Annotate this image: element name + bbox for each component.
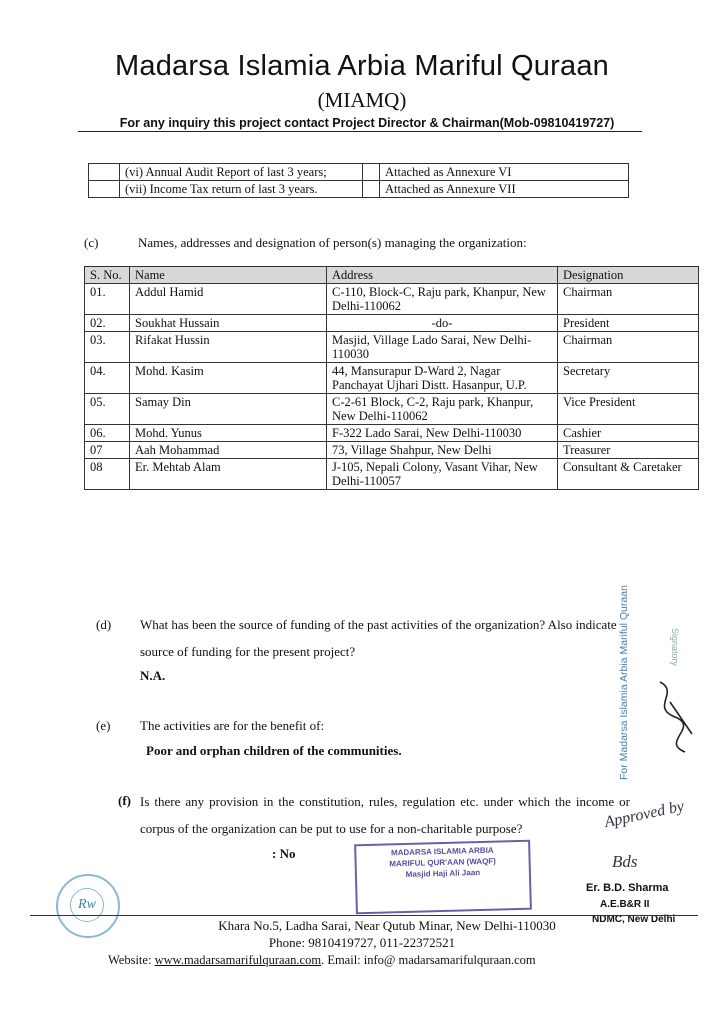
cell-name: Mohd. Yunus (130, 425, 327, 442)
side-org-text: For Madarsa Islamia Arbia Mariful Quraan (618, 585, 630, 780)
cell-sno: 02. (85, 315, 130, 332)
cell-name: Er. Mehtab Alam (130, 459, 327, 490)
section-f-text: Is there any provision in the constitution, rules, regulation etc. under which the income or corpus of the organization can be put to use for a non-charitable purpose? (140, 794, 630, 836)
column-header: Designation (558, 267, 699, 284)
table-row (85, 459, 699, 490)
persons-table (84, 266, 699, 490)
cell-designation: Chairman (558, 332, 699, 363)
page-title: Madarsa Islamia Arbia Mariful Quraan (115, 50, 609, 82)
section-f-answer: : No (272, 846, 296, 861)
cell-name: Rifakat Hussin (130, 332, 327, 363)
table-row (89, 164, 629, 181)
footer-address: Khara No.5, Ladha Sarai, Near Qutub Minar, New Delhi-110030 (218, 918, 556, 933)
section-e-label: (e) (96, 718, 111, 733)
section-c-label: (c) (84, 235, 99, 250)
cell-address: F-322 Lado Sarai, New Delhi-110030 (327, 425, 558, 442)
cell-designation: Chairman (558, 284, 699, 315)
table-cell (363, 164, 380, 181)
cell-address: 73, Village Shahpur, New Delhi (327, 442, 558, 459)
cell-designation: Consultant & Caretaker (558, 459, 699, 490)
table-cell (363, 181, 380, 198)
cell-name: Aah Mohammad (130, 442, 327, 459)
approved-by-signature: Approved by (603, 797, 686, 832)
cell-address: -do- (327, 315, 558, 332)
stamp-line: MARIFUL QUR'AAN (WAQF) (389, 856, 497, 869)
table-row (85, 394, 699, 425)
initials-signature: Bds (612, 852, 638, 871)
side-signatory-text: Signatory (670, 628, 680, 667)
table-cell (89, 181, 120, 198)
column-header: Name (130, 267, 327, 284)
footer-phone: Phone: 9810419727, 011-22372521 (268, 935, 456, 950)
table-row (89, 181, 629, 198)
annexure-status: Attached as Annexure VII (380, 181, 629, 198)
cell-designation: President (558, 315, 699, 332)
table-cell (89, 164, 120, 181)
annexure-item: (vii) Income Tax return of last 3 years. (120, 181, 363, 198)
table-row (85, 442, 699, 459)
stamp-line: MADARSA ISLAMIA ARBIA (390, 845, 494, 858)
table-header-row (85, 267, 699, 284)
cell-name: Addul Hamid (130, 284, 327, 315)
handwritten-signature (640, 672, 700, 762)
cell-address: C-2-61 Block, C-2, Raju park, Khanpur, New Delhi-110062 (327, 394, 558, 425)
org-abbreviation: (MIAMQ) (317, 88, 407, 112)
footer-web (108, 953, 536, 968)
annexure-status: Attached as Annexure VI (380, 164, 629, 181)
engineer-organization: NDMC, New Delhi (592, 914, 676, 925)
section-e-answer: Poor and orphan children of the communities. (146, 743, 402, 758)
engineer-qualification: A.E.B&R II (600, 899, 650, 910)
cell-designation: Secretary (558, 363, 699, 394)
cell-designation: Vice President (558, 394, 699, 425)
cell-address: 44, Mansurapur D-Ward 2, Nagar Panchayat Ujhari Distt. Hasanpur, U.P. (327, 363, 558, 394)
cell-designation: Treasurer (558, 442, 699, 459)
section-d-label: (d) (96, 617, 112, 632)
engineer-name: Er. B.D. Sharma (586, 882, 669, 894)
stamp-line: Masjid Haji Ali Jaan (405, 868, 481, 879)
cell-address: Masjid, Village Lado Sarai, New Delhi-110030 (327, 332, 558, 363)
header-divider (78, 131, 642, 132)
cell-sno: 07 (85, 442, 130, 459)
table-row (85, 315, 699, 332)
section-d-answer: N.A. (140, 668, 166, 683)
cell-sno: 08 (85, 459, 130, 490)
organization-stamp (354, 840, 532, 915)
seal-initials: Rw (70, 888, 104, 922)
cell-address: C-110, Block-C, Raju park, Khanpur, New Delhi-110062 (327, 284, 558, 315)
annexure-item: (vi) Annual Audit Report of last 3 years; (120, 164, 363, 181)
cell-sno: 06. (85, 425, 130, 442)
cell-sno: 04. (85, 363, 130, 394)
section-e-text: The activities are for the benefit of: (140, 718, 325, 733)
website-label: Website: (108, 953, 155, 967)
email-text: . Email: info@ madarsamarifulquraan.com (321, 953, 536, 967)
table-row (85, 332, 699, 363)
annexure-table (88, 163, 629, 198)
section-f-label: (f) (118, 793, 131, 808)
cell-designation: Cashier (558, 425, 699, 442)
table-row (85, 363, 699, 394)
contact-line: For any inquiry this project contact Project Director & Chairman(Mob-09810419727) (119, 116, 615, 130)
website-link[interactable]: www.madarsamarifulquraan.com (154, 953, 322, 967)
cell-sno: 05. (85, 394, 130, 425)
cell-name: Samay Din (130, 394, 327, 425)
footer-divider (30, 915, 698, 916)
section-c-text: Names, addresses and designation of person(s) managing the organization: (138, 235, 527, 250)
column-header: Address (327, 267, 558, 284)
table-row (85, 284, 699, 315)
cell-address: J-105, Nepali Colony, Vasant Vihar, New Delhi-110057 (327, 459, 558, 490)
table-row (85, 425, 699, 442)
cell-sno: 01. (85, 284, 130, 315)
cell-name: Soukhat Hussain (130, 315, 327, 332)
cell-name: Mohd. Kasim (130, 363, 327, 394)
section-d-text: What has been the source of funding of the past activities of the organization? Also indicate source of funding for the present project? (140, 617, 617, 659)
column-header: S. No. (85, 267, 130, 284)
cell-sno: 03. (85, 332, 130, 363)
